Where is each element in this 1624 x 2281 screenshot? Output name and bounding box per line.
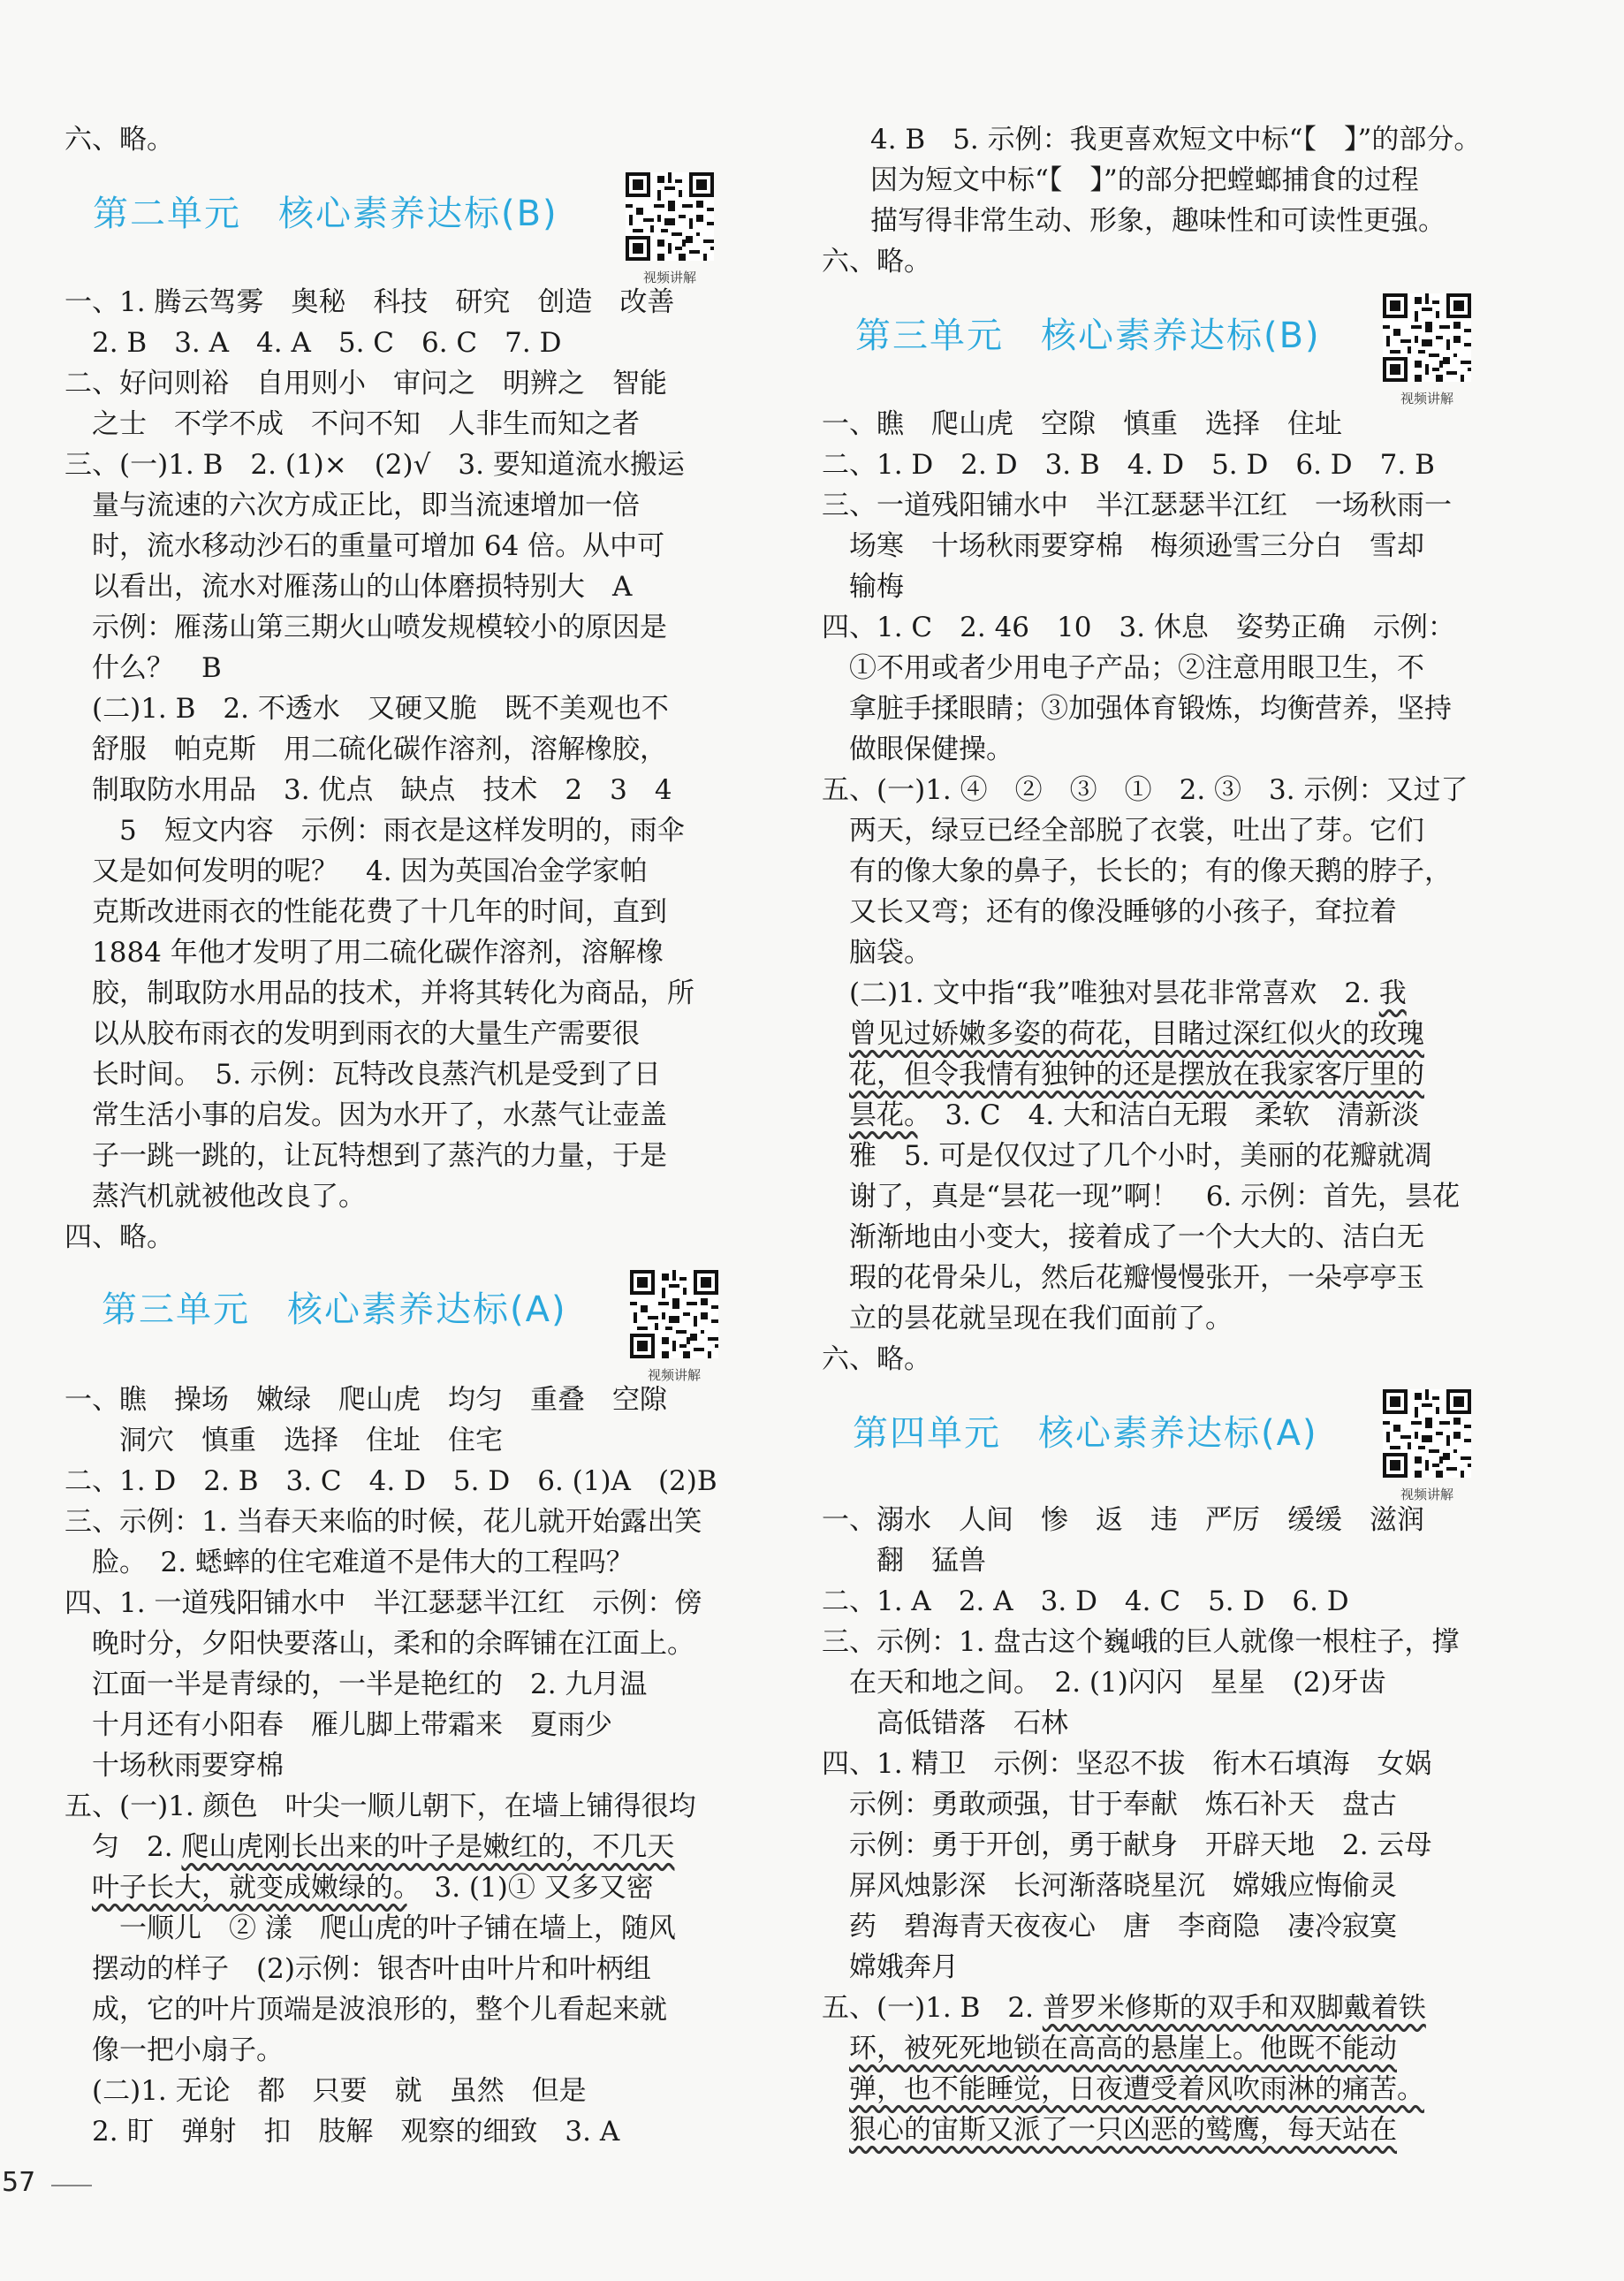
answer-line xyxy=(822,2031,1397,2066)
answer-line: 2. B 3. A 4. A 5. C 6. C 7. D xyxy=(65,327,562,359)
answer-line: 雅 5. 可是仅仅过了几个小时，美丽的花瓣就凋 xyxy=(822,1140,1432,1172)
underlined-answer: 叶子长大，就变成嫩绿的。 xyxy=(92,1872,407,1904)
answer-line: 六、略。 xyxy=(822,246,931,278)
answer-line xyxy=(822,2112,1397,2148)
underlined-answer: 环，被死死地锁在高高的悬崖上。他既不能动 xyxy=(849,2033,1397,2064)
answer-line: (二)1. 无论 都 只要 就 虽然 但是 xyxy=(65,2075,587,2107)
answer-line: (二)1. 文中指“我”唯独对昙花非常喜欢 2. 我 xyxy=(822,977,1407,1009)
answer-line: 拿脏手揉眼睛；③加强体育锻炼，均衡营养，坚持 xyxy=(822,693,1452,725)
answer-line: 常生活小事的启发。因为水开了，水蒸气让壶盖 xyxy=(65,1099,667,1131)
answer-line: 量与流速的六次方成正比，即当流速增加一倍 xyxy=(65,490,640,521)
answer-line: 四、略。 xyxy=(65,1221,174,1253)
underlined-answer: 普罗米修斯的双手和双脚戴着铁 xyxy=(1042,1992,1426,2024)
answer-line: 又是如何发明的呢？ 4. 因为英国冶金学家帕 xyxy=(65,855,648,887)
answer-line: 五、(一)1. ④ ② ③ ① 2. ③ 3. 示例：又过了 xyxy=(822,774,1468,806)
answer-line: (二)1. B 2. 不透水 又硬又脆 既不美观也不 xyxy=(65,693,669,725)
underlined-answer: 曾见过娇嫩多姿的荷花，目睹过深红似火的玫瑰 xyxy=(849,1018,1424,1050)
qr-caption: 视频讲解 xyxy=(1400,1486,1453,1502)
underlined-answer: 昙花。 xyxy=(849,1099,918,1131)
underlined-answer: 花，但令我情有独钟的还是摆放在我家客厅里的 xyxy=(849,1059,1424,1091)
answer-line: 一、瞧 操场 嫩绿 爬山虎 均匀 重叠 空隙 xyxy=(65,1384,667,1416)
answer-line: 以看出，流水对雁荡山的山体磨损特别大 A xyxy=(65,571,633,603)
answer-line: 匀 2. 爬山虎刚长出来的叶子是嫩红的，不几天 xyxy=(65,1831,675,1863)
answer-line: 脑袋。 xyxy=(822,937,931,969)
answer-line: 瑕的花骨朵儿，然后花瓣慢慢张开，一朵亭亭玉 xyxy=(822,1262,1424,1294)
answer-line: 五、(一)1. B 2. 普罗米修斯的双手和双脚戴着铁 xyxy=(822,1992,1426,2024)
answer-line: 示例：雁荡山第三期火山喷发规模较小的原因是 xyxy=(65,612,667,643)
answer-line: 十月还有小阳春 雁儿脚上带霜来 夏雨少 xyxy=(65,1709,612,1741)
answer-line: 二、1. D 2. D 3. B 4. D 5. D 6. D 7. B xyxy=(822,449,1435,481)
answer-line: 渐渐地由小变大，接着成了一个大大的、洁白无 xyxy=(822,1221,1424,1253)
answer-line: 六、略。 xyxy=(822,1343,931,1375)
answer-line: 十场秋雨要穿棉 xyxy=(65,1750,284,1782)
answer-line: 药 碧海青天夜夜心 唐 李商隐 凄冷寂寞 xyxy=(822,1911,1397,1943)
answer-line: 四、1. C 2. 46 10 3. 休息 姿势正确 示例： xyxy=(822,612,1455,643)
answer-line: 摆动的样子 (2)示例：银杏叶由叶片和叶柄组 xyxy=(65,1953,651,1985)
answer-line: 什么？ B xyxy=(65,652,222,684)
underlined-answer: 我 xyxy=(1378,977,1407,1009)
answer-line: 在天和地之间。 2. (1)闪闪 星星 (2)牙齿 xyxy=(822,1667,1386,1699)
answer-line: 一、溺水 人间 惨 返 违 严厉 缓缓 滋润 xyxy=(822,1504,1424,1536)
answer-line: 昙花。 3. C 4. 大和洁白无瑕 柔软 清新淡 xyxy=(849,1099,1420,1131)
answer-line xyxy=(822,1016,1424,1052)
answer-line: 子一跳一跳的，让瓦特想到了蒸汽的力量，于是 xyxy=(65,1140,667,1172)
answer-line: 克斯改进雨衣的性能花费了十几年的时间，直到 xyxy=(65,896,667,928)
answer-line: 制取防水用品 3. 优点 缺点 技术 2 3 4 xyxy=(65,774,672,806)
answer-line: 六、略。 xyxy=(65,124,174,156)
answer-line: 屏风烛影深 长河渐落晓星沉 嫦娥应悔偷灵 xyxy=(822,1870,1397,1902)
section-heading-unit3-a: 第三单元 核心素养达标(A) xyxy=(102,1289,567,1330)
answer-line: 洞穴 慎重 选择 住址 住宅 xyxy=(65,1425,503,1456)
answer-line xyxy=(822,1057,1424,1092)
answer-line: 4. B 5. 示例：我更喜欢短文中标“【 】”的部分。 xyxy=(870,124,1482,156)
answer-line: 长时间。 5. 示例：瓦特改良蒸汽机是受到了日 xyxy=(65,1059,661,1091)
answer-line: 嫦娥奔月 xyxy=(822,1951,959,1983)
answer-line: 四、1. 精卫 示例：坚忍不拔 衔木石填海 女娲 xyxy=(822,1748,1432,1780)
answer-line: 因为短文中标“【 】”的部分把螳螂捕食的过程 xyxy=(870,164,1419,196)
qr-code-icon[interactable] xyxy=(630,1270,718,1358)
page-number: 57 xyxy=(2,2167,36,2198)
qr-caption: 视频讲解 xyxy=(642,270,696,285)
answer-line: 时，流水移动沙石的重量可增加 64 倍。从中可 xyxy=(65,530,665,562)
answer-line: 一、瞧 爬山虎 空隙 慎重 选择 住址 xyxy=(822,408,1342,440)
answer-line: ①不用或者少用电子产品；②注意用眼卫生，不 xyxy=(822,652,1424,684)
answer-line: 叶子长大，就变成嫩绿的。 3. (1)① 又多又密 xyxy=(92,1872,654,1904)
answer-line: 一、1. 腾云驾雾 奥秘 科技 研究 创造 改善 xyxy=(65,286,675,318)
answer-line: 四、1. 一道残阳铺水中 半江瑟瑟半江红 示例：傍 xyxy=(65,1587,702,1619)
answer-line: 谢了，真是“昙花一现”啊！ 6. 示例：首先，昙花 xyxy=(822,1181,1461,1213)
answer-line: 之士 不学不成 不问不知 人非生而知之者 xyxy=(65,408,640,440)
underlined-answer: 爬山虎刚长出来的叶子是嫩红的，不几天 xyxy=(181,1831,675,1863)
answer-line: 翻 猛兽 xyxy=(822,1545,986,1577)
answer-line: 2. 盯 弹射 扣 肢解 观察的细致 3. A xyxy=(65,2116,620,2148)
answer-line: 晚时分，夕阳快要落山，柔和的余晖铺在江面上。 xyxy=(65,1628,694,1660)
section-heading-unit3-b: 第三单元 核心素养达标(B) xyxy=(855,316,1321,356)
answer-line: 三、一道残阳铺水中 半江瑟瑟半江红 一场秋雨一 xyxy=(822,490,1452,521)
answer-line: 三、(一)1. B 2. (1)× (2)√ 3. 要知道流水搬运 xyxy=(65,449,685,481)
answer-line: 胶，制取防水用品的技术，并将其转化为商品，所 xyxy=(65,977,694,1009)
qr-code-icon[interactable] xyxy=(1383,293,1471,382)
answer-line: 一顺儿 ② 漾 爬山虎的叶子铺在墙上，随风 xyxy=(65,1912,676,1944)
answer-line: 描写得非常生动、形象，趣味性和可读性更强。 xyxy=(870,205,1446,237)
qr-caption: 视频讲解 xyxy=(1400,391,1453,407)
answer-line: 示例：勇敢顽强，甘于奉献 炼石补天 盘古 xyxy=(822,1789,1397,1821)
answer-line: 脸。 2. 蟋蟀的住宅难道不是伟大的工程吗？ xyxy=(65,1547,634,1578)
answer-line: 像一把小扇子。 xyxy=(65,2034,284,2066)
qr-code-icon[interactable] xyxy=(626,172,714,261)
answer-line: 以从胶布雨衣的发明到雨衣的大量生产需要很 xyxy=(65,1018,640,1050)
answer-line: 蒸汽机就被他改良了。 xyxy=(65,1181,366,1213)
qr-caption: 视频讲解 xyxy=(647,1367,701,1383)
answer-line: 又长又弯；还有的像没睡够的小孩子，耷拉着 xyxy=(822,896,1397,928)
answer-line: 高低错落 石林 xyxy=(822,1707,1068,1739)
answer-line: 三、示例：1. 当春天来临的时候，花儿就开始露出笑 xyxy=(65,1506,702,1538)
answer-line: 1884 年他才发明了用二硫化碳作溶剂，溶解橡 xyxy=(65,937,664,969)
answer-line: 江面一半是青绿的，一半是艳红的 2. 九月温 xyxy=(65,1669,648,1700)
answer-line: 做眼保健操。 xyxy=(822,734,1013,765)
answer-line: 场寒 十场秋雨要穿棉 梅须逊雪三分白 雪却 xyxy=(822,530,1424,562)
answer-line: 输梅 xyxy=(822,571,904,603)
answer-line: 立的昙花就呈现在我们面前了。 xyxy=(822,1303,1233,1334)
page-number-rule xyxy=(51,2185,92,2186)
answer-line: 5 短文内容 示例：雨衣是这样发明的，雨伞 xyxy=(65,815,685,847)
underlined-answer: 狠心的宙斯又派了一只凶恶的鹫鹰，每天站在 xyxy=(849,2114,1397,2146)
answer-line: 二、1. A 2. A 3. D 4. C 5. D 6. D xyxy=(822,1585,1349,1617)
section-heading-unit2-b: 第二单元 核心素养达标(B) xyxy=(93,194,558,234)
answer-line: 有的像大象的鼻子，长长的；有的像天鹅的脖子， xyxy=(822,855,1452,887)
qr-code-icon[interactable] xyxy=(1383,1389,1471,1478)
answer-line: 两天，绿豆已经全部脱了衣裳，吐出了芽。它们 xyxy=(822,815,1424,847)
underlined-answer: 弹，也不能睡觉，日夜遭受着风吹雨淋的痛苦。 xyxy=(849,2073,1424,2105)
answer-line: 二、好问则裕 自用则小 审问之 明辨之 智能 xyxy=(65,368,667,399)
section-heading-unit4-a: 第四单元 核心素养达标(A) xyxy=(853,1413,1318,1454)
answer-line: 成，它的叶片顶端是波浪形的，整个儿看起来就 xyxy=(65,1994,667,2026)
answer-line: 舒服 帕克斯 用二硫化碳作溶剂，溶解橡胶， xyxy=(65,734,667,765)
answer-line: 示例：勇于开创，勇于献身 开辟天地 2. 云母 xyxy=(822,1829,1432,1861)
answer-line: 三、示例：1. 盘古这个巍峨的巨人就像一根柱子，撑 xyxy=(822,1626,1460,1658)
answer-line: 五、(一)1. 颜色 叶尖一顺儿朝下，在墙上铺得很均 xyxy=(65,1791,696,1822)
answer-line: 二、1. D 2. B 3. C 4. D 5. D 6. (1)A (2)B xyxy=(65,1465,717,1497)
answer-line xyxy=(822,2072,1424,2107)
